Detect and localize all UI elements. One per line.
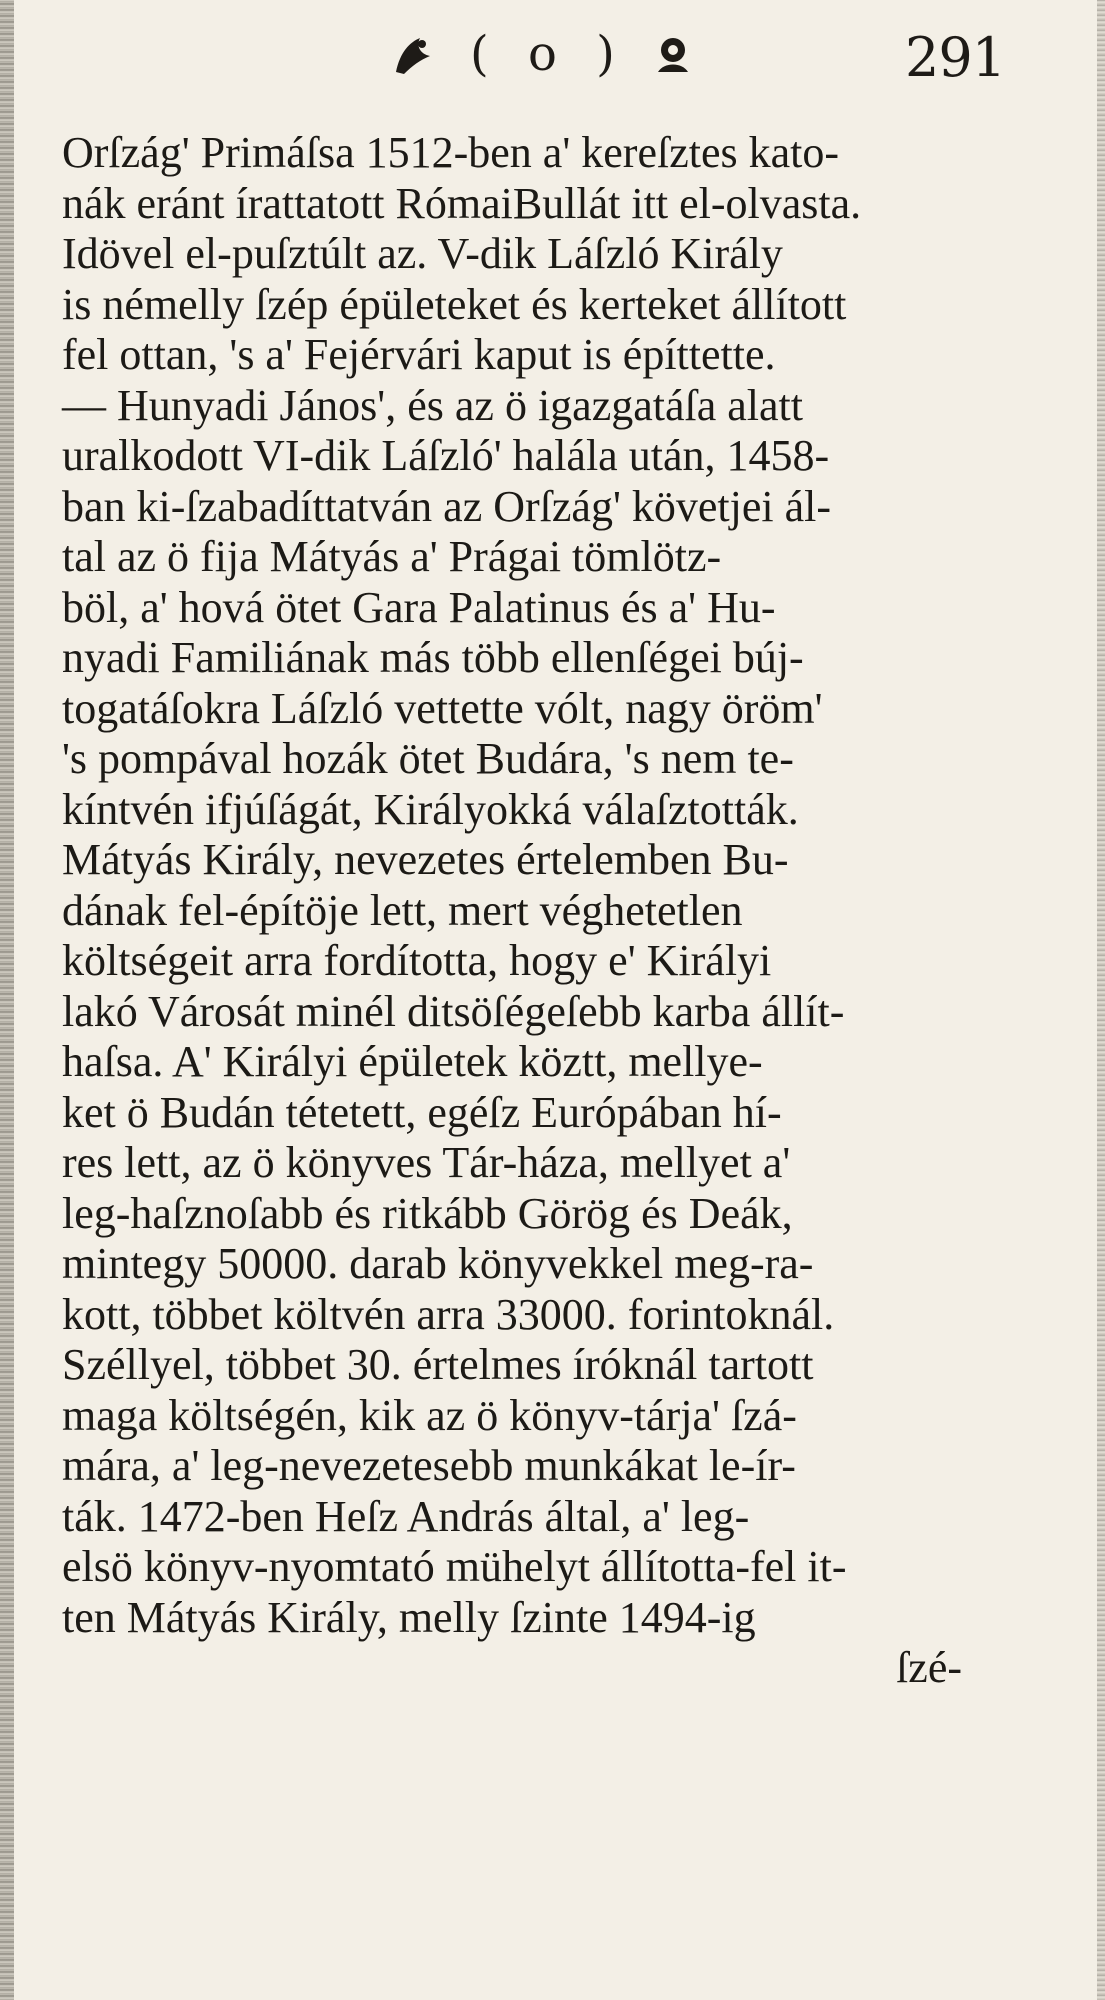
text-line: lakó Városát minél ditsöſégeſebb karba állít- [62, 986, 845, 1036]
text-line: elsö könyv-nyomtató mühelyt állította-fel it- [62, 1542, 847, 1591]
text-line: maga költségén, kik az ö könyv-tárja' ſzá- [62, 1390, 797, 1440]
text-line: — Hunyadi János', és az ö igazgatáſa alatt [62, 380, 803, 430]
right-ornament-icon [650, 32, 696, 78]
text-line: Széllyel, többet 30. értelmes íróknál tartott [62, 1340, 814, 1389]
text-line: Idövel el-puſztúlt az. V-dik Láſzló Király [62, 229, 783, 278]
text-line: mára, a' leg-nevezetesebb munkákat le-ír- [62, 1441, 796, 1490]
text-line: kott, többet költvén arra 33000. forintoknál. [62, 1289, 835, 1339]
page-header [380, 22, 720, 92]
text-body [62, 128, 1022, 1694]
left-ornament-icon [390, 32, 436, 78]
page-left-edge [0, 0, 14, 2000]
text-line: fel ottan, 's a' Fejérvári kaput is építtette. [62, 330, 776, 379]
page-number: 291 [905, 26, 1006, 89]
text-line: res lett, az ö könyves Tár-háza, mellyet a' [62, 1138, 791, 1187]
text-line: nák eránt írattatott RómaiBullát itt el-olvasta. [62, 178, 862, 228]
text-line: togatáſokra Láſzló vettette vólt, nagy öröm' [62, 683, 823, 733]
text-line: nyadi Familiának más több ellenſégei búj- [62, 633, 804, 682]
text-line: mintegy 50000. darab könyvekkel meg-ra- [62, 1239, 814, 1288]
text-line: ket ö Budán tétetett, egéſz Európában hí- [62, 1087, 782, 1137]
text-line: ták. 1472-ben Heſz András által, a' leg- [62, 1491, 750, 1541]
text-line: költségeit arra fordította, hogy e' Királyi [62, 936, 772, 985]
text-line: Orſzág' Primáſsa 1512-ben a' kereſztes kato- [62, 128, 840, 177]
text-line: tal az ö fija Mátyás a' Prágai tömlötz- [62, 532, 722, 581]
text-line: leg-haſznoſabb és ritkább Görög és Deák, [62, 1188, 793, 1238]
text-line: Mátyás Király, nevezetes értelemben Bu- [62, 835, 789, 884]
header-mark: ( o ) [470, 26, 627, 82]
catchword: ſzé- [896, 1643, 962, 1692]
text-line: is némelly ſzép épületeket és kerteket állított [62, 279, 847, 329]
text-line: kíntvén ifjúſágát, Királyokká válaſztották. [62, 784, 799, 834]
text-line: haſsa. A' Királyi épületek köztt, mellye- [62, 1037, 763, 1086]
page-right-edge [1097, 0, 1105, 2000]
text-line: ten Mátyás Király, melly ſzinte 1494-ig [62, 1592, 756, 1642]
text-line: ban ki-ſzabadíttatván az Orſzág' követjei ál- [62, 481, 832, 531]
text-line: dának fel-építöje lett, mert véghetetlen [62, 885, 743, 935]
text-line: böl, a' hová ötet Gara Palatinus és a' Hu- [62, 582, 776, 632]
text-line: 's pompával hozák ötet Budára, 's nem te- [62, 734, 794, 783]
text-line: uralkodott VI-dik Láſzló' halála után, 1458- [62, 431, 830, 480]
